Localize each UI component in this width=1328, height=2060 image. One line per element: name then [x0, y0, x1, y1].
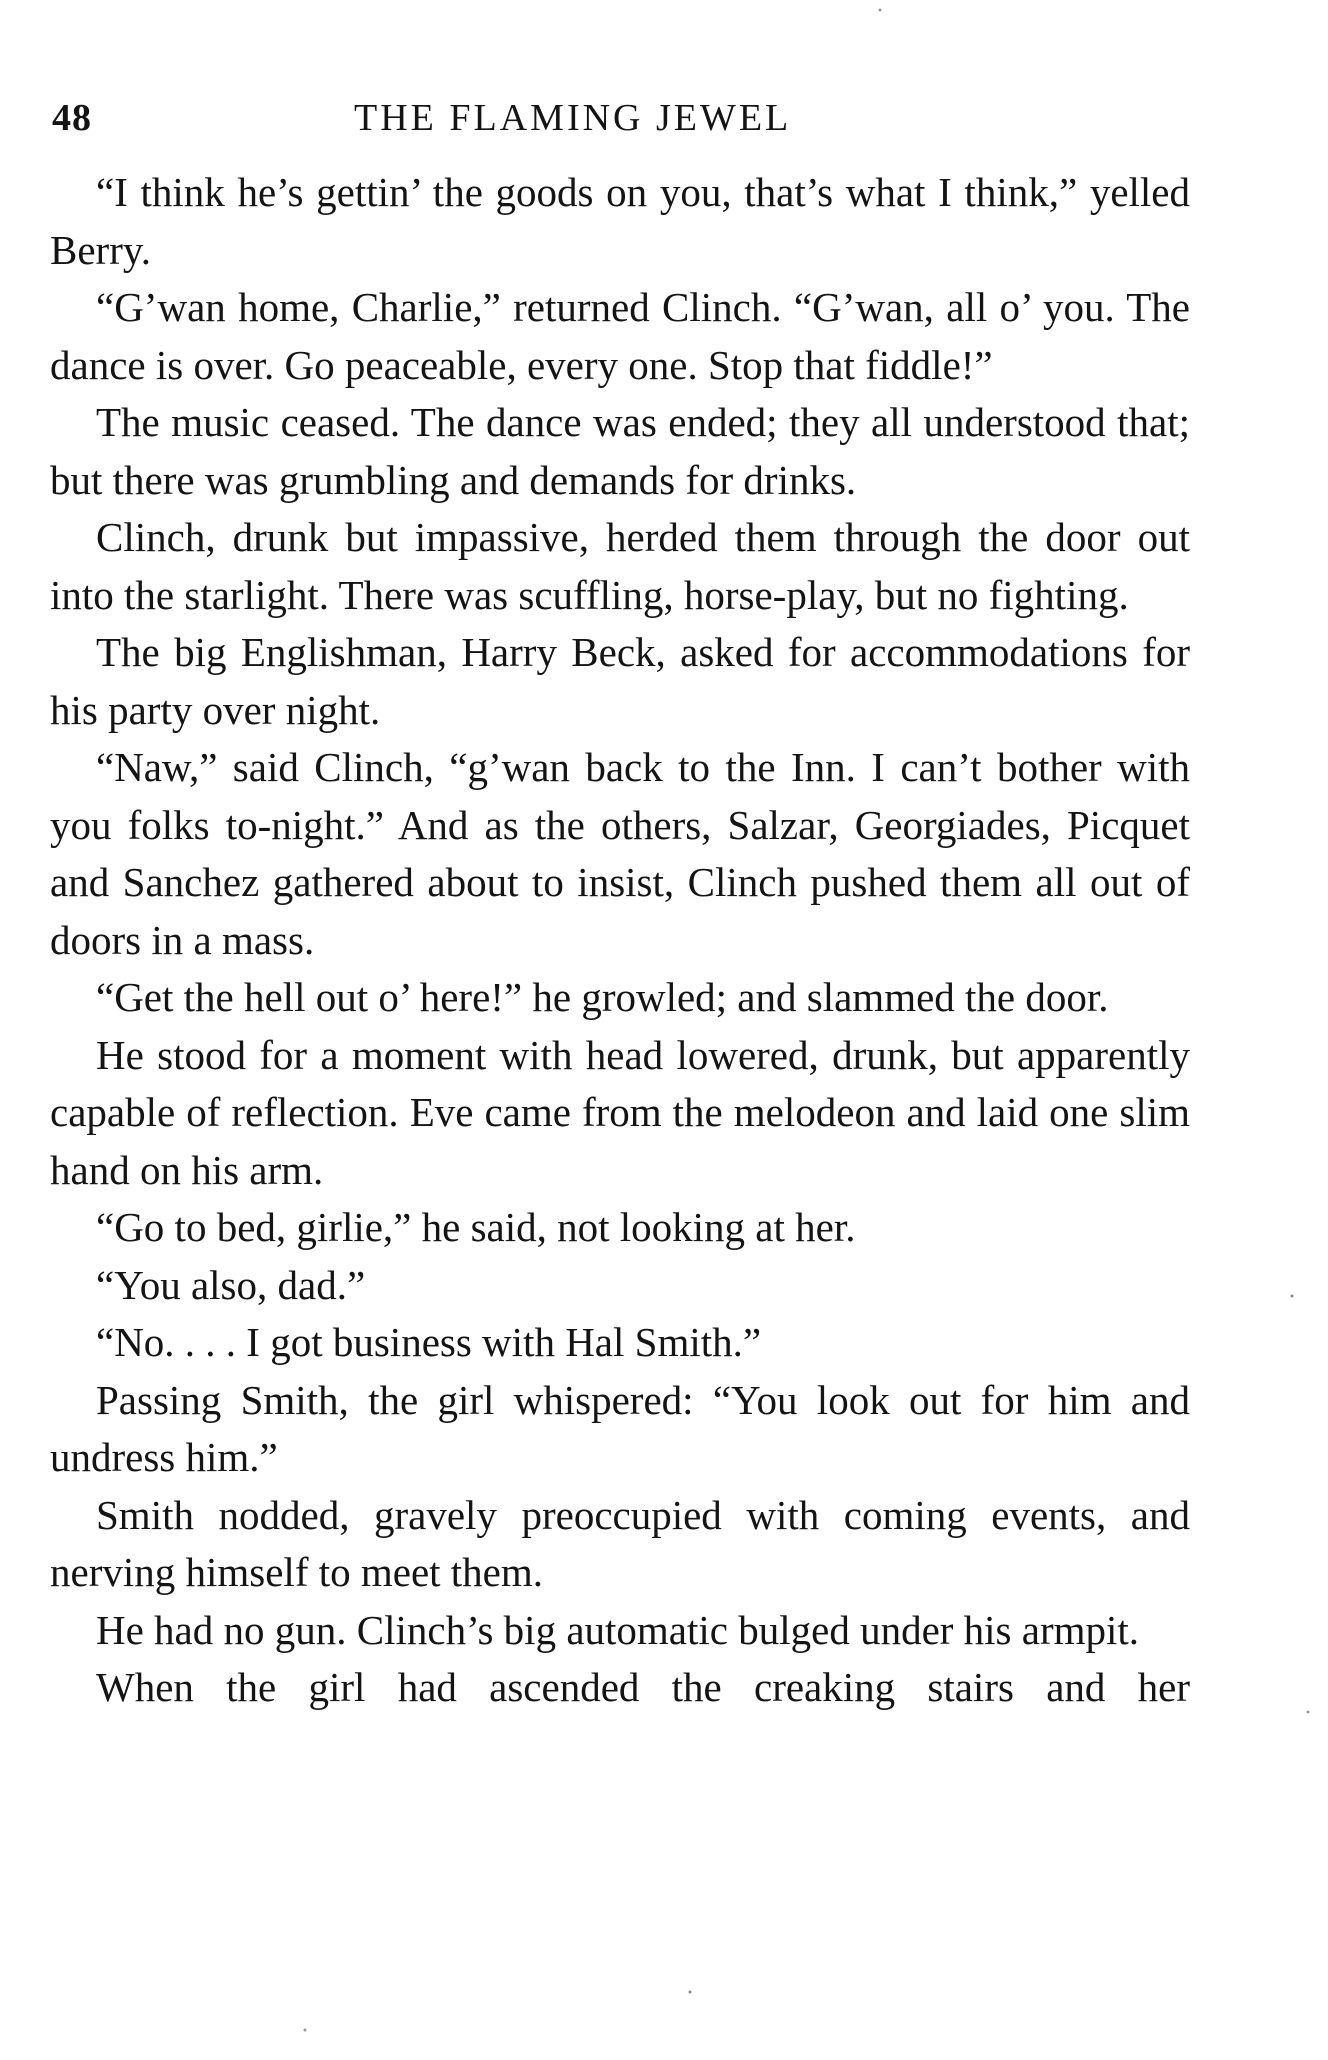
running-title: THE FLAMING JEWEL [354, 97, 792, 139]
paragraph: Passing Smith, the girl whispered: “You look out for him and undress him.” [50, 1376, 1190, 1480]
paragraph: “No. . . . I got business with Hal Smith.” [96, 1319, 762, 1365]
scan-speck [879, 9, 882, 12]
scan-speck [304, 2029, 307, 2032]
paragraph: He stood for a moment with head lowered, drunk, but apparently capable of reflection. Eve came from the melodeon and laid one slim hand on his arm. [50, 1031, 1190, 1193]
paragraph: The big Englishman, Harry Beck, asked for accommodations for his party over night. [50, 629, 1190, 733]
paragraph: “Go to bed, girlie,” he said, not looking at her. [96, 1204, 856, 1250]
paragraph: Clinch, drunk but impassive, herded them through the door out into the starlight. There was scuffling, horse-play, but no fighting. [50, 514, 1190, 618]
paragraph: “You also, dad.” [96, 1261, 366, 1308]
paragraph-continued: When the girl had ascended the creaking stairs and her [96, 1664, 1190, 1710]
paragraph: “Get the hell out o’ here!” he growled; and slammed the door. [96, 974, 1109, 1020]
scan-speck [1291, 1295, 1294, 1298]
paragraph: Smith nodded, gravely preoccupied with coming events, and nerving himself to meet them. [50, 1491, 1190, 1595]
body-text [50, 164, 1190, 1717]
running-head [52, 88, 1192, 148]
paragraph: “Naw,” said Clinch, “g’wan back to the Inn. I can’t bother with you folks to-night.” And as the others, Salzar, Georgiades, Picquet and Sanchez gathered about to insist, Clinch pushed them all out of doors in a mass. [50, 744, 1190, 963]
paragraph: “G’wan home, Charlie,” returned Clinch. “G’wan, all o’ you. The dance is over. Go peaceable, every one. Stop that fiddle!” [50, 284, 1190, 388]
scan-speck [1307, 1711, 1310, 1714]
page-number: 48 [52, 97, 92, 139]
paragraph: The music ceased. The dance was ended; they all understood that; but there was grumbling and demands for drinks. [50, 399, 1190, 503]
paragraph: He had no gun. Clinch’s big automatic bulged under his armpit. [96, 1606, 1140, 1653]
scan-speck [689, 1991, 692, 1994]
paragraph: “I think he’s gettin’ the goods on you, that’s what I think,” yelled Berry. [50, 169, 1190, 273]
